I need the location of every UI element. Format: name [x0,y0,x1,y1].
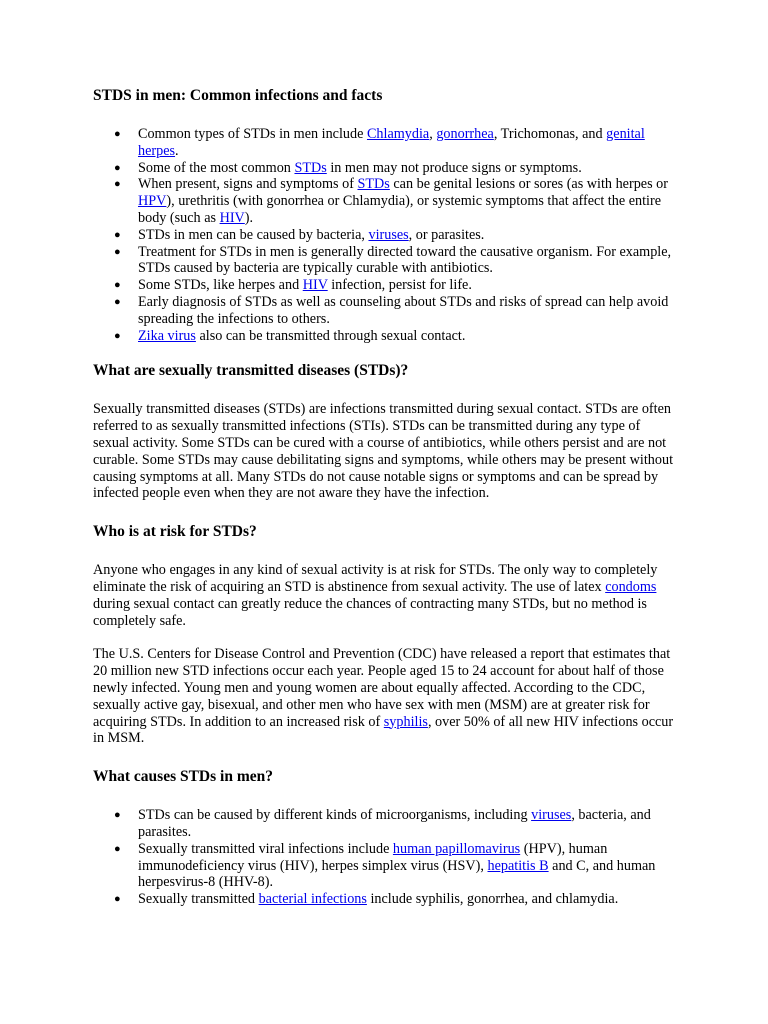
list-item [93,126,675,160]
text-run: . [175,142,179,159]
link-zika-virus[interactable]: Zika virus [138,327,196,344]
text-run: infection, persist for life. [327,277,472,294]
text-run: and C, and human herpesvirus-8 (HHV-8). [138,857,656,891]
bullet-icon: ● [114,893,121,906]
text-run: The U.S. Centers for Disease Control and Prevention (CDC) have released a report that estimates that 20 million new STD infections occur each year. People aged 15 to 24 account for about half of those newly infected. Young men and young women are about equally affected. According to the CDC, sexually active gay, bisexual, and other men who have sex with men (MSM) are at greater risk for acquiring STDs. In addition to an increased risk of [93,646,671,730]
list-item [93,277,675,294]
link-hiv[interactable]: HIV [219,209,245,226]
link-hiv[interactable]: HIV [302,277,328,294]
text-run: , Trichomonas, and [493,126,607,142]
text-run: can be genital lesions or sores (as with herpes or [389,176,668,193]
text-run: STDs can be caused by different kinds of microorganisms, including [138,807,532,824]
text-run: Early diagnosis of STDs as well as counseling about STDs and risks of spread can help avoid spreading the infections to others. [138,293,669,327]
link-bacterial-infections[interactable]: bacterial infections [258,891,367,908]
bullet-icon: ● [114,279,121,292]
text-run: Sexually transmitted viral infections include [138,840,393,857]
text-run: Anyone who engages in any kind of sexual activity is at risk for STDs. The only way to completely eliminate the risk of acquiring an STD is abstinence from sexual activity. The use of latex [93,562,658,595]
text-run: Some STDs, like herpes and [138,277,303,294]
link-stds[interactable]: STDs [357,176,390,193]
list-item [93,160,675,177]
text-run: When present, signs and symptoms of [138,176,358,193]
list-item [93,244,675,278]
link-human-papillomavirus[interactable]: human papillomavirus [392,840,521,857]
list-item [93,891,675,908]
list-item [93,176,675,226]
causes-bullet-list [93,807,675,908]
text-run: ), urethritis (with gonorrhea or Chlamydia), or systemic symptoms that affect the entire body (such as [138,193,661,226]
text-run: STDs in men can be caused by bacteria, [138,226,369,243]
text-run: , or parasites. [408,226,485,243]
link-stds[interactable]: STDs [294,159,327,176]
text-run: ). [244,209,254,226]
bullet-icon: ● [114,128,121,140]
heading-intro: STDS in men: Common infections and facts [93,87,383,104]
link-hepatitis-b[interactable]: hepatitis B [487,857,549,874]
list-item [93,294,675,328]
paragraph-risk-1 [93,562,675,629]
heading-risk: Who is at risk for STDs? [93,523,257,541]
text-run: Sexually transmitted [138,891,259,908]
link-genital-herpes[interactable]: genital herpes [138,126,645,159]
bullet-icon: ● [114,161,121,174]
list-item [93,807,675,841]
bullet-icon: ● [114,842,121,855]
text-run: include syphilis, gonorrhea, and chlamydia. [366,891,619,908]
bullet-icon: ● [114,245,121,258]
link-syphilis[interactable]: syphilis [383,713,428,730]
text-run: also can be transmitted through sexual contact. [195,327,466,344]
list-item [93,227,675,244]
bullet-icon: ● [114,295,121,308]
document-page [93,86,675,908]
heading-causes: What causes STDs in men? [93,768,273,786]
list-item [93,328,675,345]
link-chlamydia[interactable]: Chlamydia [366,126,430,142]
bullet-icon: ● [114,329,121,342]
paragraph-what: Sexually transmitted diseases (STDs) are infections transmitted during sexual contact. STDs are often referred to as sexually transmitted infections (STIs). STDs can be transmitted during any type of sexual activity. Some STDs can be cured with a course of antibiotics, while others persist and are not curable. Some STDs may cause debilitating signs and symptoms, while others may be present without causing symptoms at all. Many STDs do not cause notable signs or symptoms and can be spread by infected people even when they are not aware they have the infection. [93,401,674,502]
list-item [93,841,675,891]
link-condoms[interactable]: condoms [605,578,657,595]
paragraph-risk-2 [93,646,675,747]
text-run: , over 50% of all new HIV infections occur in MSM. [93,713,674,747]
text-run: Treatment for STDs in men is generally directed toward the causative organism. For example, STDs caused by bacteria are typically curable with antibiotics. [138,243,672,277]
text-run: in men may not produce signs or symptoms. [326,159,582,176]
text-run: (HPV), human immunodeficiency virus (HIV), herpes simplex virus (HSV), [138,840,608,874]
text-run: Some of the most common [138,159,295,176]
bullet-icon: ● [114,178,121,191]
link-viruses[interactable]: viruses [531,807,572,824]
bullet-icon: ● [114,809,121,822]
link-viruses[interactable]: viruses [368,226,409,243]
intro-bullet-list [93,126,675,344]
link-hpv[interactable]: HPV [138,193,167,210]
heading-what: What are sexually transmitted diseases (STDs)? [93,362,409,380]
text-run: , [429,126,437,142]
text-run: during sexual contact can greatly reduce the chances of contracting many STDs, but no method is completely safe. [93,595,647,629]
text-run: , bacteria, and parasites. [138,807,651,840]
bullet-icon: ● [114,228,121,241]
text-run: Common types of STDs in men include [138,126,367,142]
link-gonorrhea[interactable]: gonorrhea [436,126,494,142]
